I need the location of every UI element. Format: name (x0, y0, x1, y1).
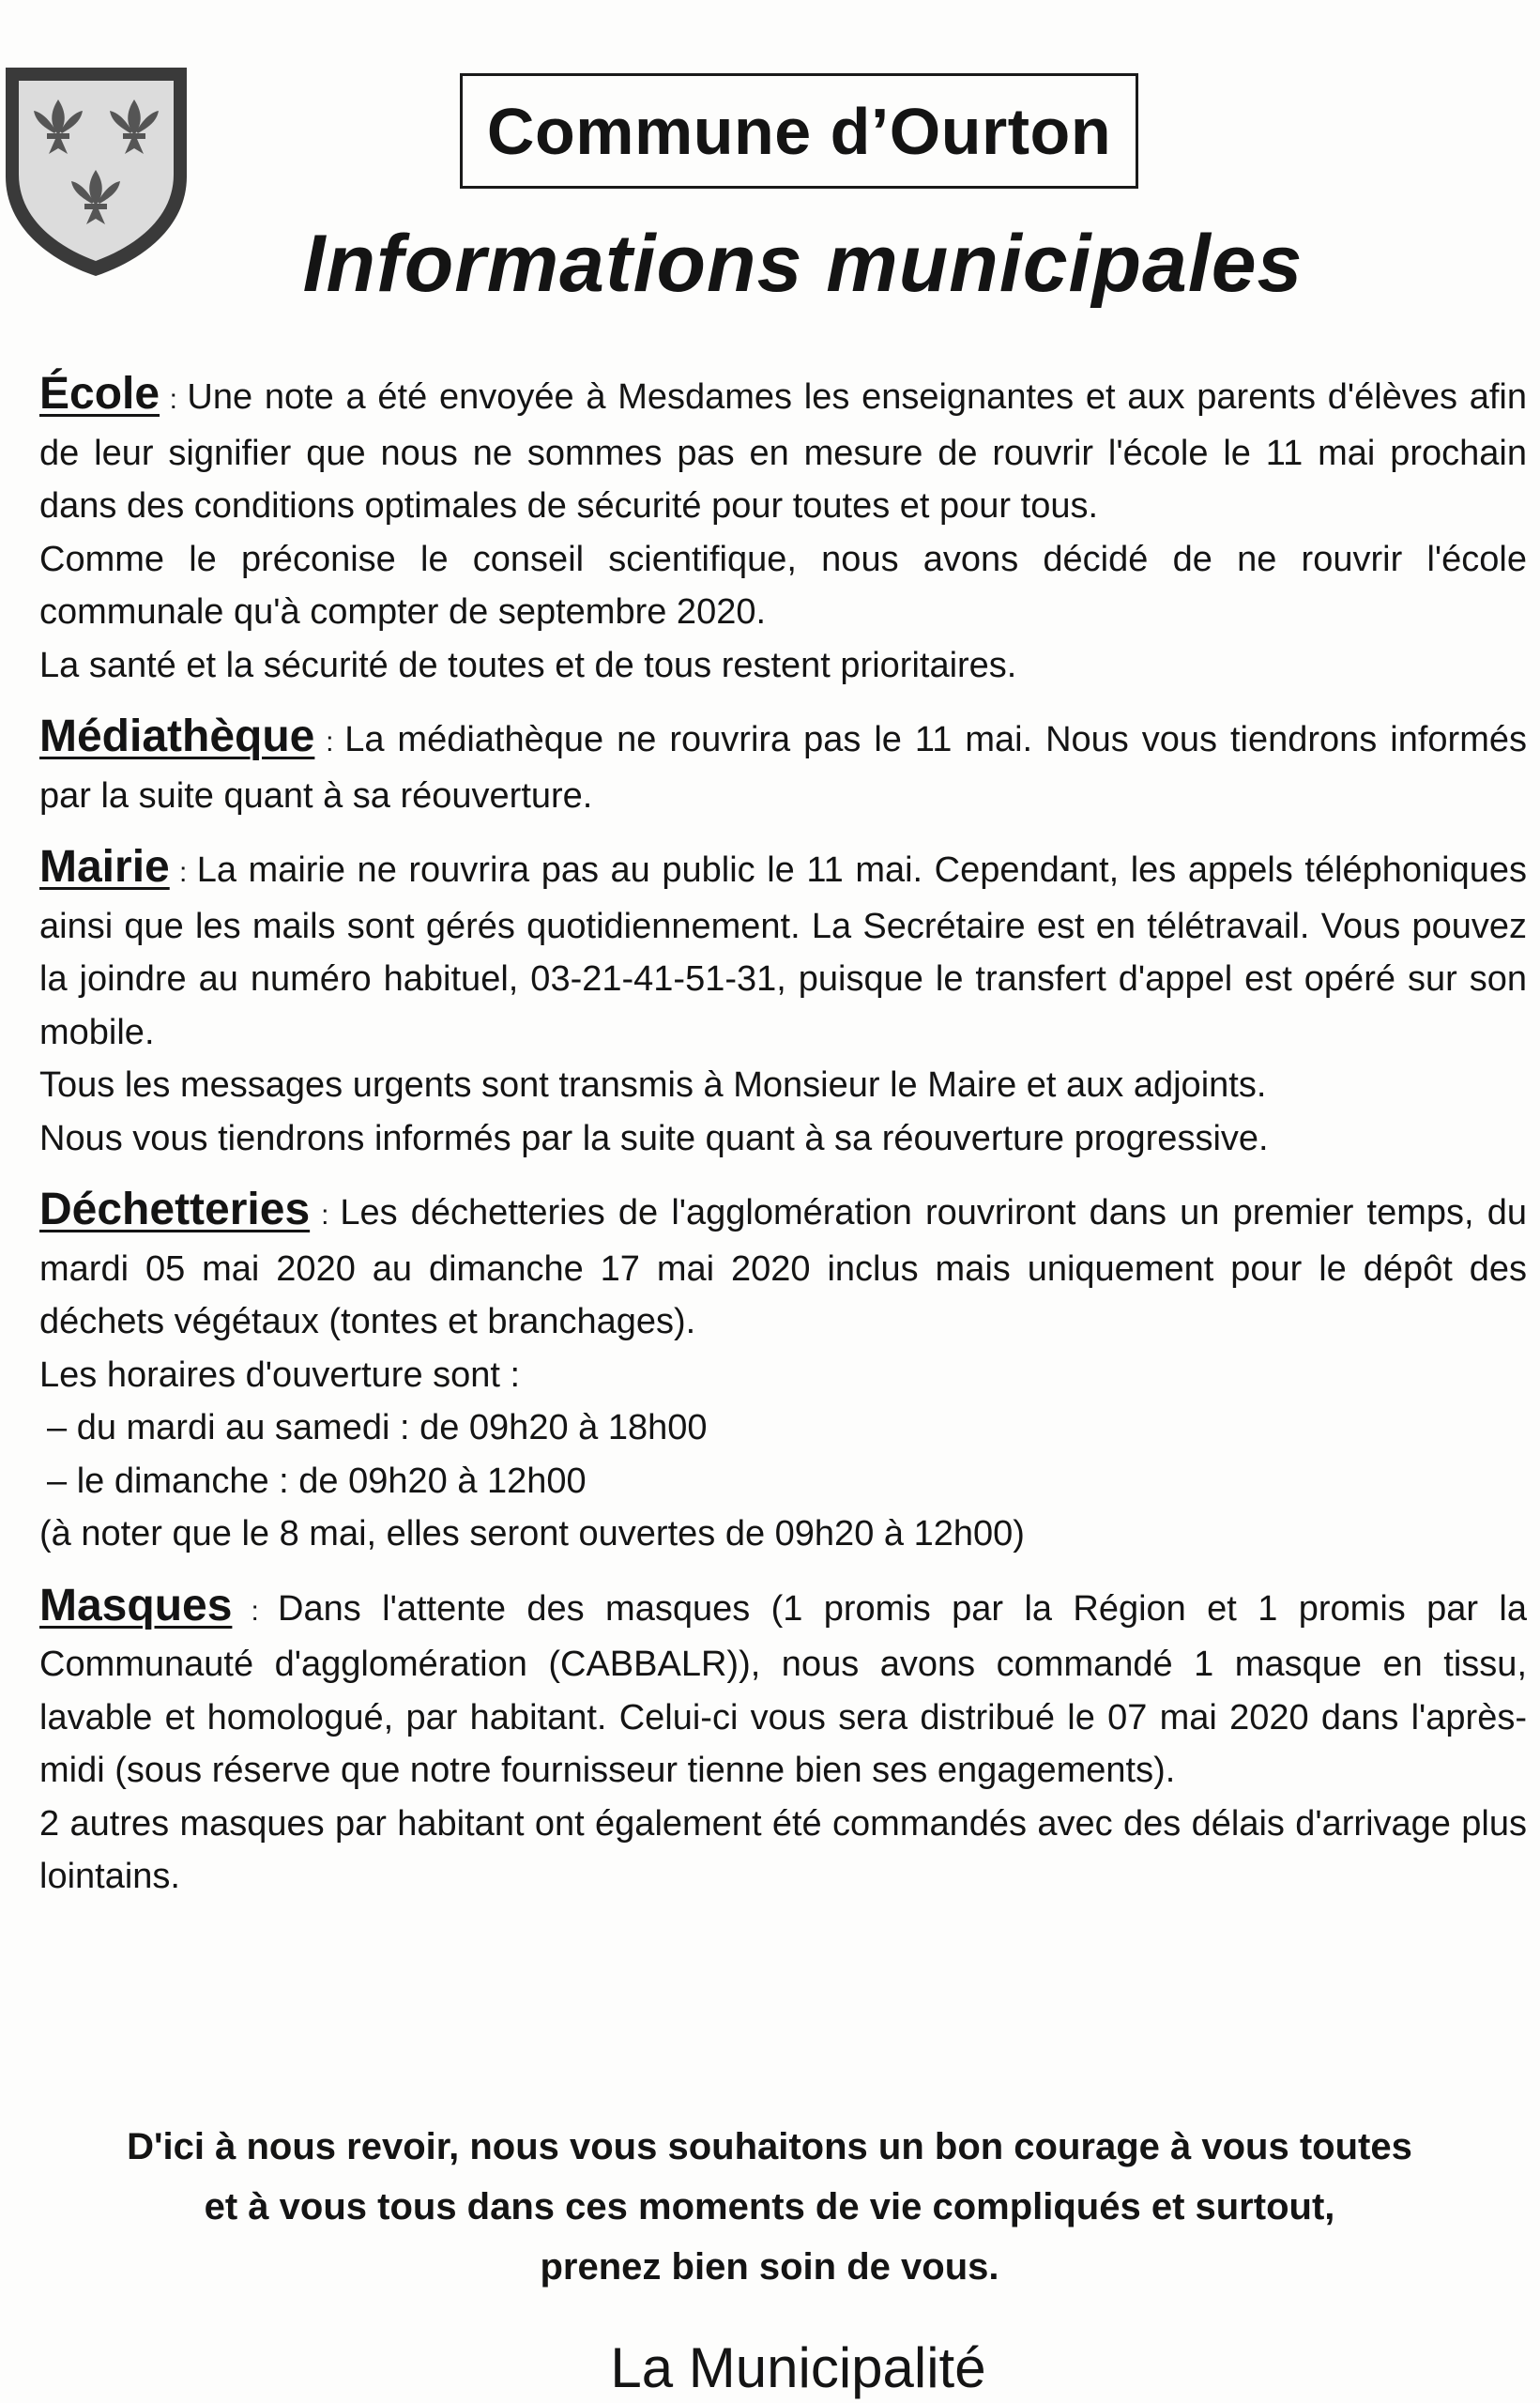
paragraph: La médiathèque ne rouvrira pas le 11 mai. Nous vous tiendrons informés par la suite quant à sa réouverture. (39, 720, 1527, 816)
section-heading-ecole: École (39, 369, 160, 419)
paragraph: Nous vous tiendrons informés par la suite quant à sa réouverture progressive. (39, 1118, 1269, 1158)
section-dechetteries: Déchetteries : Les déchetteries de l'agglomération rouvriront dans un premier temps, du mardi 05 mai 2020 au dimanche 17 mai 2020 inclus mais uniquement pour le dépôt des déchets végétaux (tontes et branchages). Les horaires d'ouverture sont : – du mardi au samedi : de 09h20 à 18h00 – le dimanche : de 09h20 à 12h00 (à noter que le 8 mai, elles seront ouvertes de 09h20 à 12h00) (39, 1184, 1527, 1561)
section-heading-masques: Masques (39, 1580, 233, 1630)
closing-line: D'ici à nous revoir, nous vous souhaitons un bon courage à vous toutes (127, 2126, 1412, 2167)
paragraph: Tous les messages urgents sont transmis à Monsieur le Maire et aux adjoints. (39, 1065, 1267, 1105)
section-masques: Masques : Dans l'attente des masques (1 promis par la Région et 1 promis par la Communauté d'agglomération (CABBALR)), nous avons commandé 1 masque en tissu, lavable et homologué, par habitant. Celui-ci vous sera distribué le 07 mai 2020 dans l'après-midi (sous réserve que notre fournisseur tienne bien ses engagements). 2 autres masques par habitant ont également été commandés avec des délais d'arrivage plus lointains. (39, 1580, 1527, 1904)
paragraph: 2 autres masques par habitant ont également été commandés avec des délais d'arrivage plus lointains. (39, 1803, 1527, 1896)
section-mediatheque: Médiathèque : La médiathèque ne rouvrira pas le 11 mai. Nous vous tiendrons informés par la suite quant à sa réouverture. (39, 712, 1527, 816)
paragraph: Les horaires d'ouverture sont : (39, 1355, 521, 1395)
section-ecole: École : Une note a été envoyée à Mesdames les enseignantes et aux parents d'élèves afin de leur signifier que nous ne sommes pas en mesure de rouvrir l'école le 11 mai prochain dans des conditions optimales de sécurité pour toutes et pour tous. Comme le préconise le conseil scientifique, nous avons décidé de ne rouvrir l'école communale qu'à compter de septembre 2020. La santé et la sécurité de toutes et de tous restent prioritaires. (39, 368, 1527, 692)
paragraph: Dans l'attente des masques (1 promis par la Région et 1 promis par la Communauté d'agglomération (CABBALR)), nous avons commandé 1 masque en tissu, lavable et homologué, par habitant. Celui-ci vous sera distribué le 07 mai 2020 dans l'après-midi (sous réserve que notre fournisseur tienne bien ses engagements). (39, 1588, 1527, 1790)
page-title: Informations municipales (302, 219, 1304, 309)
closing-message (75, 2117, 1464, 2297)
closing-line: et à vous tous dans ces moments de vie compliqués et surtout, (204, 2186, 1335, 2227)
commune-name: Commune d’Ourton (460, 73, 1138, 189)
closing-line: prenez bien soin de vous. (540, 2246, 999, 2288)
signature: La Municipalité (610, 2336, 986, 2399)
hours-note: (à noter que le 8 mai, elles seront ouvertes de 09h20 à 12h00) (39, 1514, 1025, 1554)
paragraph: La mairie ne rouvrira pas au public le 11 mai. Cependant, les appels téléphoniques ainsi que les mails sont gérés quotidiennement. La Secrétaire est en télétravail. Vous pouvez la joindre au numéro habituel, 03-21-41-51-31, puisque le transfert d'appel est opéré sur son mobile. (39, 850, 1527, 1052)
paragraph: Comme le préconise le conseil scientifique, nous avons décidé de ne rouvrir l'école communale qu'à compter de septembre 2020. (39, 539, 1527, 632)
paragraph: Les déchetteries de l'agglomération rouvriront dans un premier temps, du mardi 05 mai 2020 au dimanche 17 mai 2020 inclus mais uniquement pour le dépôt des déchets végétaux (tontes et branchages). (39, 1193, 1527, 1341)
section-heading-mairie: Mairie (39, 842, 170, 892)
section-heading-dechetteries: Déchetteries (39, 1185, 311, 1234)
section-mairie: Mairie : La mairie ne rouvrira pas au public le 11 mai. Cependant, les appels téléphoniques ainsi que les mails sont gérés quotidiennement. La Secrétaire est en télétravail. Vous pouvez la joindre au numéro habituel, 03-21-41-51-31, puisque le transfert d'appel est opéré sur son mobile. Tous les messages urgents sont transmis à Monsieur le Maire et aux adjoints. Nous vous tiendrons informés par la suite quant à sa réouverture progressive. (39, 841, 1527, 1165)
paragraph: La santé et la sécurité de toutes et de tous restent prioritaires. (39, 645, 1017, 685)
paragraph: Une note a été envoyée à Mesdames les enseignantes et aux parents d'élèves afin de leur signifier que nous ne sommes pas en mesure de rouvrir l'école le 11 mai prochain dans des conditions optimales de sécurité pour toutes et pour tous. (39, 377, 1527, 526)
hours-item: – le dimanche : de 09h20 à 12h00 (47, 1461, 587, 1501)
hours-item: – du mardi au samedi : de 09h20 à 18h00 (47, 1408, 708, 1447)
section-heading-mediatheque: Médiathèque (39, 712, 315, 761)
document-body (39, 368, 1527, 1922)
